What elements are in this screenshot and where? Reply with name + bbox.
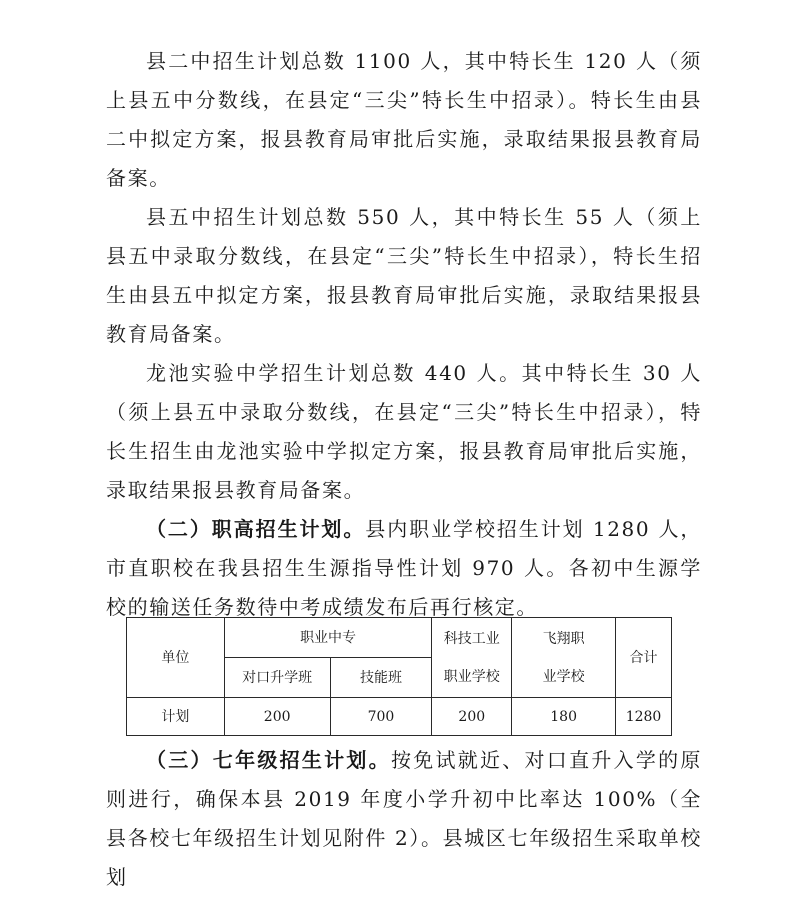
value-total: 1280 [616, 698, 672, 736]
header-feixiang-line2: 业学校 [542, 668, 585, 685]
value-skills-class: 700 [330, 698, 432, 736]
header-vocational-school: 职业中专 [224, 618, 432, 658]
paragraph-longchi-school [106, 354, 702, 510]
subheader-counterpart-class: 对口升学班 [224, 658, 330, 698]
header-tech-line1: 科技工业 [443, 630, 500, 647]
paragraph-county-no5-school [106, 198, 702, 354]
table-row [127, 698, 672, 736]
value-counterpart-class: 200 [224, 698, 330, 736]
header-feixiang-line1: 飞翔职 [542, 630, 585, 647]
paragraph-text: 县二中招生计划总数 1100 人，其中特长生 120 人（须上县五中分数线，在县定“三尖”特长生中招录）。特长生由县二中拟定方案，报县教育局审批后实施，录取结果报县教育局备案。 [106, 49, 702, 190]
section-heading-grade7: （三）七年级招生计划。 [146, 748, 391, 772]
paragraph-text: 按免试就近、对口直升入学的原则进行，确保本县 2019 年度小学升初中比率达 100%（全县各校七年级招生计划见附件 2）。县城区七年级招生采取单校划 [106, 748, 702, 889]
paragraph-text: 龙池实验中学招生计划总数 440 人。其中特长生 30 人（须上县五中录取分数线，在县定“三尖”特长生中招录），特长生招生由龙池实验中学拟定方案，报县教育局审批后实施，录取结果报县教育局备案。 [106, 361, 702, 502]
subheader-skills-class: 技能班 [330, 658, 432, 698]
header-unit: 单位 [127, 618, 225, 698]
value-tech-school: 200 [432, 698, 512, 736]
paragraph-county-no2-school [106, 42, 702, 198]
section-heading-vocational: （二）职高招生计划。 [146, 517, 366, 541]
paragraph-vocational-plan [106, 510, 702, 627]
value-feixiang-school: 180 [512, 698, 616, 736]
paragraph-text: 县五中招生计划总数 550 人，其中特长生 55 人（须上县五中录取分数线，在县定“三尖”特长生中招录），特长生招生由县五中拟定方案，报县教育局审批后实施，录取结果报县教育局备案。 [106, 205, 702, 346]
table-header-row [127, 618, 672, 658]
paragraph-text: 县内职业学校招生计划 1280 人，市直职校在我县招生生源指导性计划 970 人。各初中生源学校的输送任务数待中考成绩发布后再行核定。 [106, 517, 702, 619]
paragraph-grade7-plan [106, 741, 702, 897]
header-tech-school [432, 618, 512, 698]
header-tech-line2: 职业学校 [443, 668, 500, 685]
vocational-allocation-table [126, 617, 672, 736]
header-feixiang-school [512, 618, 616, 698]
row-label-plan: 计划 [127, 698, 225, 736]
header-total: 合计 [616, 618, 672, 698]
